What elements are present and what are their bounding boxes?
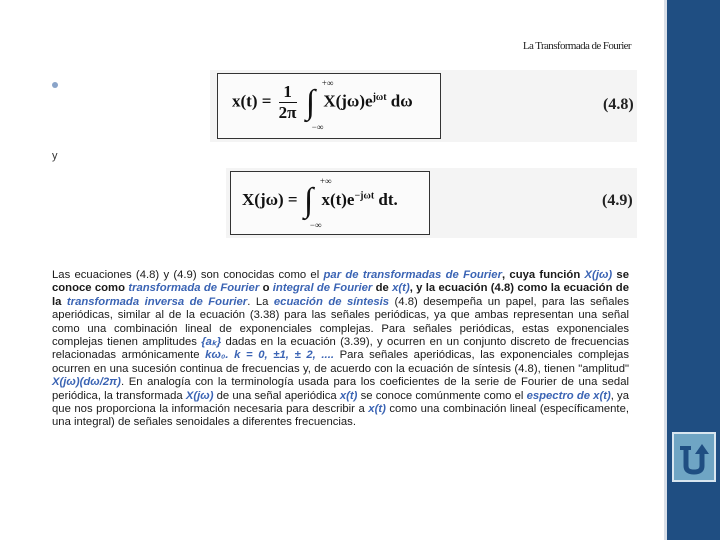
paragraph-text: o (259, 282, 273, 295)
eq49-exponent: −jωt (354, 190, 375, 202)
eq48-upper-limit: +∞ (321, 77, 334, 88)
highlighted-term: . k = 0, ±1, ± 2, .... (225, 349, 340, 362)
paragraph-text: , ya que nos proporciona la información necesaria para describir a (52, 389, 629, 416)
connector-text: y (52, 150, 58, 162)
paragraph-text: se conoce comúnmente como el (357, 389, 527, 402)
return-button[interactable] (672, 432, 716, 482)
equation-number-4-9: (4.9) (602, 192, 633, 209)
highlighted-term: par de transformadas de Fourier (323, 269, 502, 281)
eq48-lhs: x(t) = (232, 91, 272, 111)
eq49-integrand: x(t)e (321, 189, 355, 209)
highlighted-term: integral de Fourier (272, 282, 373, 295)
eq49-upper-limit: +∞ (319, 176, 332, 186)
paragraph-text: , y la ecuación (4.8) como la ecuación de la (52, 282, 629, 308)
paragraph-text: Para señales aperiódicas, las exponenciales complejas ocurren en una sucesión continua de frecuencias y, de acuerdo con la ecuación de síntesis (4.8), tienen "amplitud" (52, 349, 629, 375)
equation-number-4-8: (4.8) (603, 96, 634, 113)
equation-4-8 (232, 77, 413, 132)
highlighted-term: X(jω) (584, 269, 613, 281)
highlighted-term: espectro de x(t) (526, 389, 611, 402)
eq48-integrand: X(jω)e (323, 91, 373, 111)
highlighted-term: x(t) (392, 282, 410, 295)
paragraph-text: como una combinación lineal (específicamente, una integral) de señales senoidales a diferentes frecuencias. (52, 403, 629, 429)
eq48-lower-limit: −∞ (311, 121, 324, 132)
paragraph-text: de (372, 282, 393, 295)
highlighted-term: x(t) (368, 403, 386, 416)
equation-4-9 (242, 176, 398, 230)
eq48-frac-den: 2π (278, 103, 297, 122)
integral-sign: ∫ +∞ −∞ (303, 176, 332, 230)
integral-sign: ∫ +∞ −∞ (305, 77, 334, 132)
paragraph-text: (4.8) desempeña un papel, para las señales aperiódicas, similar al de la ecuación (3.38) para las señales periódicas, ya que ambas representan una señal como una combinación lineal de exponenciales complejas. Para señales periódicas, estas exponenciales complejas tienen amplitudes (52, 295, 630, 349)
highlighted-term: transformada inversa de Fourier (66, 295, 248, 308)
highlighted-term: {aₖ} (201, 336, 222, 349)
eq49-lower-limit: −∞ (309, 220, 322, 230)
highlighted-term: X(jω) (185, 389, 214, 402)
body-paragraph (52, 269, 629, 430)
highlighted-term: X(jω)(dω/2π) (52, 376, 121, 389)
highlighted-term: transformada de Fourier (128, 282, 260, 295)
eq49-lhs: X(jω) = (242, 189, 298, 209)
paragraph-text: . En analogía con la terminología usada para los coeficientes de la serie de Fourier de una sedal periódica, la transformada (52, 376, 629, 402)
highlighted-term: x(t) (339, 389, 358, 402)
paragraph-text: Las ecuaciones (4.8) y (4.9) son conocidas como el (52, 269, 324, 281)
paragraph-text: . La (247, 295, 274, 308)
paragraph-text: de una señal aperiódica (213, 389, 340, 402)
eq48-exponent: jωt (372, 91, 387, 103)
slide-title: La Transformada de Fourier (522, 40, 631, 52)
bullet-point (52, 82, 58, 88)
highlighted-term: ecuación de síntesis (273, 295, 390, 308)
equation-4-9-panel (226, 168, 637, 238)
u-turn-return-icon (674, 434, 714, 480)
equation-4-8-panel (210, 70, 637, 142)
eq49-differential: dt. (378, 189, 398, 209)
highlighted-term: kω₀ (205, 349, 226, 362)
eq48-frac-num: 1 (279, 82, 297, 103)
paragraph-text: , cuya función (501, 269, 585, 281)
paragraph-text: dadas en la ecuación (3.39), y ocurren en un conjunto discreto de frecuencias relacionadas armónicamente (52, 336, 629, 362)
eq48-differential: dω (390, 91, 413, 111)
paragraph-text: se conoce como (52, 269, 629, 295)
eq48-fraction (279, 82, 297, 123)
